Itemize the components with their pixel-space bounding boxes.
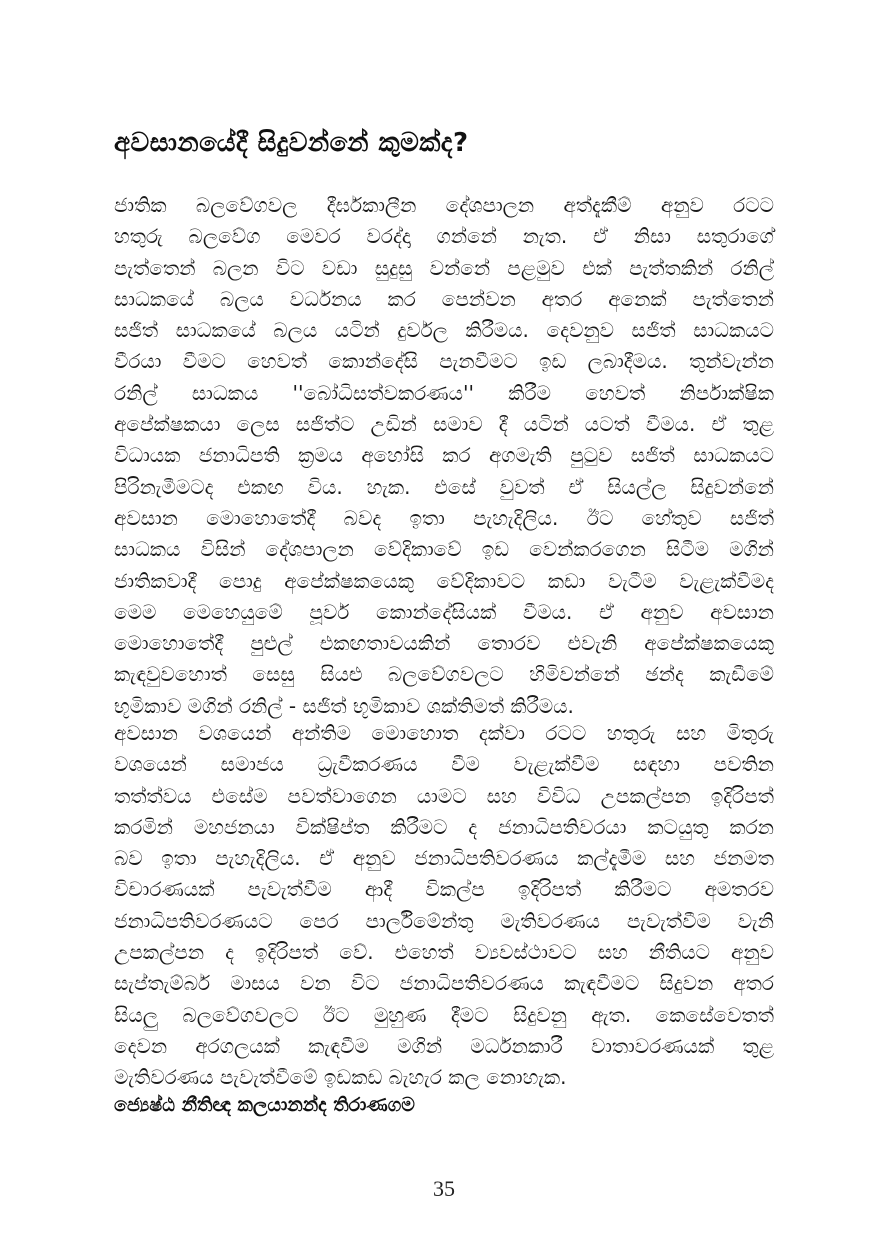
text-line: ජාතික බලවේගවල දීර්ඝකාලීන දේශපාලන අත්දැකීම් අනුව රටට — [114, 193, 774, 217]
article-title: අවසානයේදී සිදුවන්නේ කුමක්ද? — [114, 128, 469, 158]
text-line: සාධකයේ බලය වර්ධනය කර පෙන්වන අතර අනෙක් පැත්තෙන් — [114, 286, 774, 311]
text-line: සාධකය විසින් දේශපාලන වේදිකාවේ ඉඩ වෙන්කරගෙන සිටීම මගින් — [114, 537, 774, 562]
text-line: අවසාන මොහොතේදී බවද ඉතා පැහැදිලිය. ඊට හේතුව සජිත් — [114, 505, 774, 530]
text-line: පිරිනැමීමටද එකඟ විය. හැක. එසේ වුවත් ඒ සියල්ල සිදුවන්නේ — [114, 474, 774, 499]
page-number: 35 — [433, 1176, 455, 1201]
text-line: කැඳවුවහොත් සෙසු සියළු බලවේගවලට හිමිවන්නේ ඡන්ද කැඩීමේ — [114, 662, 774, 687]
text-line: විචාරණයක් පැවැත්වීම ආදී විකල්ප ඉදිරිපත් කිරීමට අමතරව — [114, 877, 774, 902]
text-line: සජිත් සාධකයේ බලය යටින් දුර්වල කිරීමය. දෙවනුව සජිත් සාධකයට — [114, 318, 774, 343]
text-line: උපකල්පන ද ඉදිරිපත් වේ. එහෙත් ව්‍යවස්ථාවට සහ නීතියට අනුව — [114, 940, 774, 965]
text-line: කරමින් මහජනයා වික්ෂිප්ත කිරීමට ද ජනාධිපතිවරයා කටයුතු කරන — [114, 814, 774, 839]
text-line: ජාතිකවාදී පොදු අපේක්ෂකයෙකු වේදිකාවට කඩා වැටීම වැළැක්වීමද — [114, 568, 774, 593]
text-line: හතුරු බලවේග මෙවර වරද්දා ගන්නේ නැත. ඒ නිසා සතුරාගේ — [114, 224, 774, 249]
text-line: තත්ත්වය එසේම පවත්වාගෙන යාමට සහ විවිධ උපකල්පන ඉදිරිපත් — [114, 783, 774, 808]
text-line: සැප්තැම්බර් මාසය වන විට ජනාධිපතිවරණය කැඳවීමට සිදුවන අතර — [114, 971, 774, 996]
text-line: සියලු බලවේගවලට ඊට මුහුණ දීමට සිදුවනු ඇත. කෙසේවෙතත් — [114, 1002, 774, 1027]
author-name: ජ්‍යෙෂ්ඨ නීතිඥ කලයානන්ද තිරාණගම — [114, 1094, 415, 1116]
text-line: මොහොතේදී පුළුල් එකඟතාවයකින් තොරව එවැනි අපේක්ෂකයෙකු — [114, 631, 774, 656]
paragraph-2 — [114, 718, 774, 1094]
text-line: විධායක ජනාධිපති ක්‍රමය අහෝසි කර අගමැති පුටුව සජිත් සාධකයට — [114, 443, 774, 468]
text-line: මැතිවරණය පැවැත්වීමේ ඉඩකඩ බැහැර කල නොහැක. — [114, 1065, 567, 1090]
text-line: අවසාන වශයෙන් අන්තිම මොහොත දක්වා රටට හතුරු සහ මිතුරු — [114, 721, 774, 745]
text-line: අපේක්ෂකයා ලෙස සජිත්ට උඩින් සමාව දී යටින් යටත් වීමය. ඒ තුළ — [114, 412, 774, 437]
text-line: පැත්තෙන් බලන විට වඩා සුදුසු වන්නේ පළමුව එක් පැත්තකින් රනිල් — [114, 255, 774, 280]
text-line: වශයෙන් සමාජය ධ්‍රැවීකරණය වීම වැළැක්වීම සඳහා පවතින — [114, 752, 774, 777]
text-line: දෙවන අරගලයක් කැඳවීම මගින් මර්ධනකාරී වාතාවරණයක් තුළ — [114, 1033, 774, 1058]
paragraph-1 — [114, 190, 774, 722]
text-line: බව ඉතා පැහැදිලිය. ඒ අනුව ජනාධිපතිවරණය කල්දැමීම සහ ජනමත — [114, 846, 774, 871]
text-line: මෙම මෙහෙයුමේ පූර්ව කොන්දේසියක් වීමය. ඒ අනුව අවසාන — [114, 599, 774, 624]
text-line: ජනාධිපතිවරණයට පෙර පාර්ලිමේන්තු මැතිවරණය පැවැත්වීම වැනි — [114, 908, 774, 933]
text-line: වීරයා වීමට හෙවත් කොන්දේසි පැනවීමට ඉඩ ලබාදීමය. තුන්වැන්න — [114, 349, 774, 374]
text-line: රනිල් සාධකය ''බෝධිසත්වකරණය'' කිරීම හෙවත් නිර්පාක්ෂික — [114, 380, 774, 405]
text-line: භූමිකාව මගින් රනිල් - සජිත් භූමිකාව ශක්තිමත් කිරීමය. — [114, 693, 574, 718]
